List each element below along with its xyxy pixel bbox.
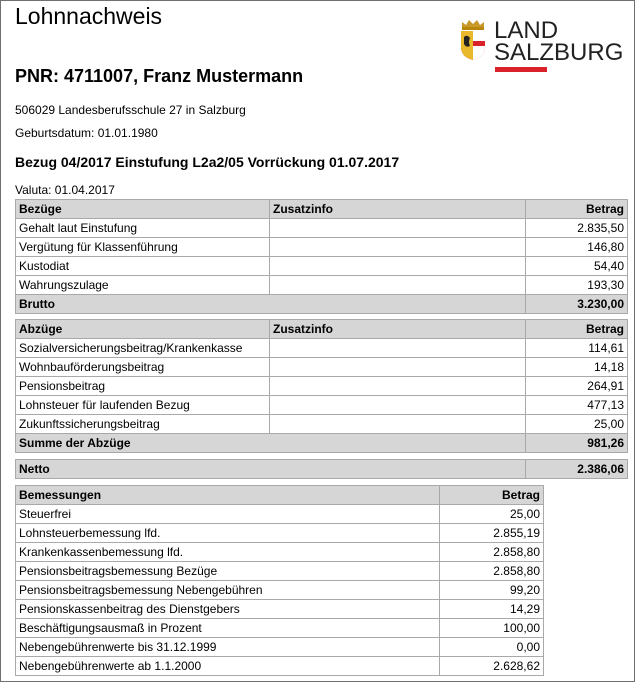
row-note — [270, 276, 526, 295]
bezug-heading: Bezug 04/2017 Einstufung L2a2/05 Vorrückung 01.07.2017 — [15, 154, 400, 170]
row-label: Nebengebührenwerte ab 1.1.2000 — [16, 657, 440, 676]
row-label: Gehalt laut Einstufung — [16, 219, 270, 238]
table-row — [16, 219, 628, 238]
birth-date: Geburtsdatum: 01.01.1980 — [15, 126, 158, 140]
column-header: Bezüge — [16, 200, 270, 219]
table-row — [16, 657, 544, 676]
row-label: Kustodiat — [16, 257, 270, 276]
row-note — [270, 396, 526, 415]
document-title: Lohnnachweis — [15, 3, 163, 29]
row-amount: 193,30 — [526, 276, 628, 295]
table-row — [16, 339, 628, 358]
row-amount: 2.858,80 — [440, 562, 544, 581]
table-row — [16, 562, 544, 581]
bemessungen-table — [15, 485, 544, 676]
land-salzburg-logo — [458, 17, 624, 75]
row-note — [270, 377, 526, 396]
row-label: Pensionskassenbeitrag des Dienstgebers — [16, 600, 440, 619]
brutto-row — [16, 295, 628, 314]
row-label: Vergütung für Klassenführung — [16, 238, 270, 257]
row-amount: 14,29 — [440, 600, 544, 619]
row-label: Lohnsteuer für laufenden Bezug — [16, 396, 270, 415]
row-amount: 2.858,80 — [440, 543, 544, 562]
row-label: Pensionsbeitragsbemessung Bezüge — [16, 562, 440, 581]
brutto-amount: 3.230,00 — [526, 295, 628, 314]
netto-label: Netto — [16, 460, 526, 479]
personnel-number-heading: PNR: 4711007, Franz Mustermann — [15, 66, 304, 86]
deductions-sum-label: Summe der Abzüge — [16, 434, 526, 453]
bezuege-table — [15, 199, 628, 314]
table-header-row — [16, 200, 628, 219]
netto-table — [15, 459, 628, 479]
abzuege-table — [15, 319, 628, 453]
row-label: Beschäftigungsausmaß in Prozent — [16, 619, 440, 638]
school-info: 506029 Landesberufsschule 27 in Salzburg — [15, 103, 246, 117]
row-label: Steuerfrei — [16, 505, 440, 524]
table-header-row — [16, 320, 628, 339]
row-amount: 14,18 — [526, 358, 628, 377]
deductions-sum-row — [16, 434, 628, 453]
logo-word-salzburg: SALZBURG — [494, 39, 624, 66]
row-amount: 99,20 — [440, 581, 544, 600]
row-note — [270, 339, 526, 358]
table-row — [16, 358, 628, 377]
row-amount: 25,00 — [440, 505, 544, 524]
row-amount: 0,00 — [440, 638, 544, 657]
row-note — [270, 219, 526, 238]
netto-amount: 2.386,06 — [526, 460, 628, 479]
row-label: Sozialversicherungsbeitrag/Krankenkasse — [16, 339, 270, 358]
column-header: Betrag — [440, 486, 544, 505]
deductions-sum-amount: 981,26 — [526, 434, 628, 453]
row-amount: 2.628,62 — [440, 657, 544, 676]
row-label: Pensionsbeitragsbemessung Nebengebühren — [16, 581, 440, 600]
row-amount: 477,13 — [526, 396, 628, 415]
column-header: Betrag — [526, 320, 628, 339]
table-row — [16, 600, 544, 619]
row-label: Zukunftssicherungsbeitrag — [16, 415, 270, 434]
row-note — [270, 238, 526, 257]
row-amount: 25,00 — [526, 415, 628, 434]
brutto-label: Brutto — [16, 295, 526, 314]
column-header: Abzüge — [16, 320, 270, 339]
table-row — [16, 524, 544, 543]
table-row — [16, 619, 544, 638]
logo-red-bar — [495, 67, 547, 72]
row-amount: 146,80 — [526, 238, 628, 257]
column-header: Zusatzinfo — [270, 320, 526, 339]
row-note — [270, 257, 526, 276]
row-note — [270, 358, 526, 377]
row-amount: 264,91 — [526, 377, 628, 396]
column-header: Zusatzinfo — [270, 200, 526, 219]
row-label: Wohnbauförderungsbeitrag — [16, 358, 270, 377]
row-amount: 54,40 — [526, 257, 628, 276]
table-row — [16, 581, 544, 600]
table-header-row — [16, 486, 544, 505]
table-row — [16, 396, 628, 415]
table-row — [16, 638, 544, 657]
column-header: Bemessungen — [16, 486, 440, 505]
table-row — [16, 543, 544, 562]
row-label: Nebengebührenwerte bis 31.12.1999 — [16, 638, 440, 657]
row-amount: 2.835,50 — [526, 219, 628, 238]
row-amount: 2.855,19 — [440, 524, 544, 543]
row-label: Krankenkassenbemessung lfd. — [16, 543, 440, 562]
row-amount: 100,00 — [440, 619, 544, 638]
table-row — [16, 238, 628, 257]
valuta-date: Valuta: 01.04.2017 — [15, 183, 115, 197]
logo-word-land: LAND — [494, 17, 559, 44]
row-label: Wahrungszulage — [16, 276, 270, 295]
table-row — [16, 377, 628, 396]
table-row — [16, 505, 544, 524]
coat-of-arms-icon — [458, 19, 488, 61]
table-row — [16, 415, 628, 434]
row-note — [270, 415, 526, 434]
table-row — [16, 276, 628, 295]
row-label: Lohnsteuerbemessung lfd. — [16, 524, 440, 543]
row-amount: 114,61 — [526, 339, 628, 358]
table-row — [16, 257, 628, 276]
column-header: Betrag — [526, 200, 628, 219]
netto-row — [16, 460, 628, 479]
row-label: Pensionsbeitrag — [16, 377, 270, 396]
